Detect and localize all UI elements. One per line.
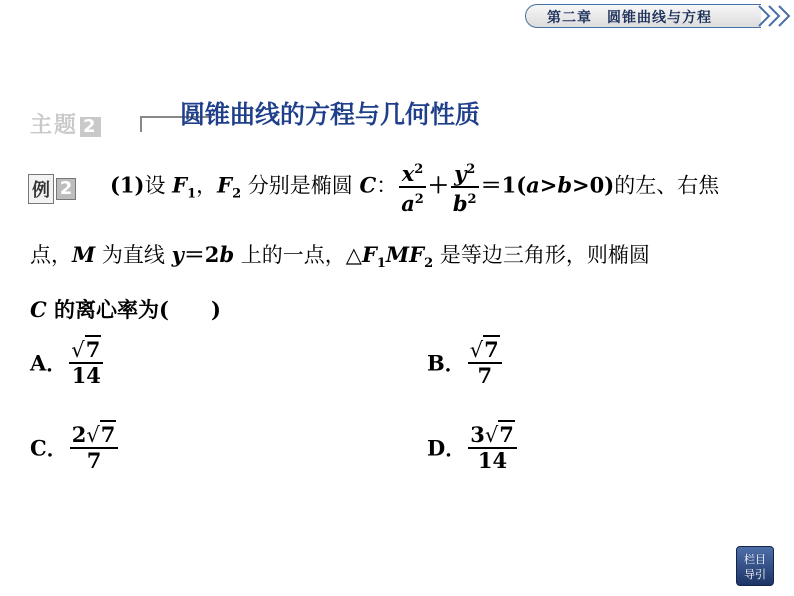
var-M: M — [385, 242, 410, 267]
square-root-icon: √7 — [71, 337, 101, 362]
var-b: b — [219, 242, 235, 267]
question-line-3 — [30, 294, 221, 324]
nav-label-line-2: 导引 — [744, 568, 766, 581]
plus-sign: ＋ — [427, 172, 449, 198]
topic-badge-number: 2 — [80, 117, 101, 137]
section-nav-button[interactable] — [736, 546, 774, 586]
text-fragment: ： — [376, 173, 398, 198]
var-C: C — [30, 297, 47, 322]
var-C: C — [359, 172, 377, 198]
question-line-1 — [110, 158, 719, 216]
example-word: 例 — [28, 174, 54, 204]
fraction-x-over-a: $\frac{x^2}{a^2}$ — [399, 158, 426, 216]
var-a: a — [526, 172, 540, 198]
option-c-fraction: $\frac{2√7}{7}$ — [70, 423, 119, 473]
condition-end: >0) — [572, 172, 615, 198]
text-fragment: 的左、右焦 — [614, 173, 720, 198]
subscript: 2 — [424, 256, 434, 272]
equals-two: ＝2 — [183, 242, 220, 267]
square-root-icon: √7 — [86, 422, 116, 447]
text-fragment: 分别是椭圆 — [241, 173, 360, 198]
option-b[interactable]: B． $\frac{√7}{7}$ — [427, 338, 504, 388]
topic-badge-word: 主题 — [30, 113, 79, 138]
equals-one: ＝1( — [480, 172, 527, 198]
var-F: F — [172, 172, 188, 198]
subscript: 2 — [232, 186, 242, 202]
var-M: M — [72, 242, 96, 267]
text-fragment: 为直线 — [95, 243, 172, 267]
chapter-title: 第二章 圆锥曲线与方程 — [547, 10, 712, 26]
text-fragment: 设 — [144, 173, 173, 198]
text-fragment: 点， — [30, 243, 72, 267]
var-y: y — [171, 242, 184, 267]
option-d[interactable]: D． $\frac{3√7}{14}$ — [427, 423, 519, 473]
question-line-2 — [30, 239, 650, 271]
var-F: F — [217, 172, 233, 198]
option-a-fraction: $\frac{√7}{14}$ — [69, 338, 103, 388]
subscript: 1 — [376, 256, 386, 272]
square-root-icon: √7 — [469, 337, 499, 362]
example-label — [28, 174, 76, 204]
option-d-fraction: $\frac{3√7}{14}$ — [468, 423, 517, 473]
option-c[interactable]: C． $\frac{2√7}{7}$ — [30, 423, 120, 473]
double-chevron-right-icon — [757, 4, 793, 28]
text-fragment: 上的一点，△ — [234, 243, 362, 267]
var-F: F — [361, 242, 377, 267]
part-label: (1) — [110, 172, 145, 198]
example-number: 2 — [56, 178, 76, 200]
fraction-y-over-b: $\frac{y^2}{b^2}$ — [451, 158, 479, 216]
text-fragment: ， — [196, 173, 218, 198]
topic-title: 圆锥曲线的方程与几何性质 — [180, 100, 481, 129]
nav-label-line-1: 栏目 — [744, 553, 766, 566]
chapter-banner — [525, 0, 794, 32]
subscript: 1 — [187, 186, 197, 202]
text-fragment: 是等边三角形，则椭圆 — [433, 243, 650, 267]
option-b-fraction: $\frac{√7}{7}$ — [468, 338, 502, 388]
option-a[interactable]: A． $\frac{√7}{14}$ — [30, 338, 105, 388]
var-b: b — [557, 172, 573, 198]
text-fragment: 的离心率为( ) — [46, 297, 221, 322]
square-root-icon: √7 — [484, 422, 514, 447]
greater-than: > — [539, 172, 558, 198]
topic-badge — [30, 108, 101, 139]
var-F: F — [409, 242, 425, 267]
